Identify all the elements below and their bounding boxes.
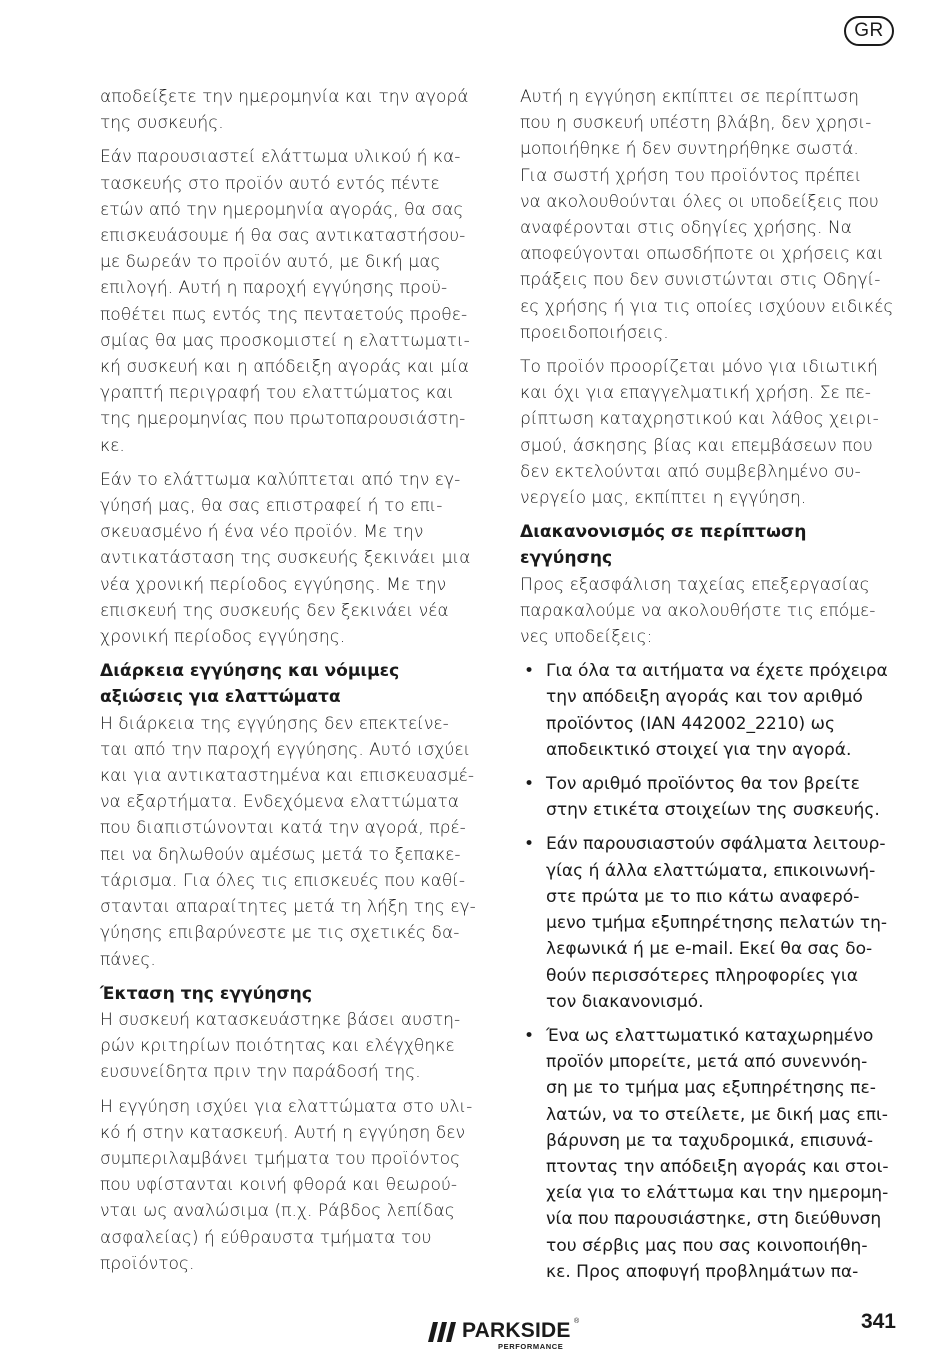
section-heading-warranty-duration: Διάρκεια εγγύησης και νόμιμες αξιώσεις για ελαττώματα xyxy=(100,661,400,708)
logo-subtitle: PERFORMANCE xyxy=(498,1342,564,1351)
list-item: • Τον αριθμό προϊόντος θα τον βρείτε στην ετικέτα στοιχείων της συσκευής. xyxy=(520,771,900,823)
list-item: • Για όλα τα αιτήματα να έχετε πρόχειρα την απόδειξη αγοράς και τον αριθμό προϊόντος (IAN 442002_2210) ως αποδεικτικό στοιχεί για την αγορά. xyxy=(520,658,900,763)
paragraph: Αυτή η εγγύηση εκπίπτει σε περίπτωση που η συσκευή υπέστη βλάβη, δεν χρησι- μοποιήθηκε ή δεν συντηρήθηκε σωστά. Για σωστή χρήση του προϊόντος πρέπει να ακολουθούνται όλες οι υποδείξεις που αναφέρονται στις οδηγίες χρήσης. Να αποφεύγονται οπωσδήποτε οι χρήσεις και πράξεις που δεν συνιστώνται στις Οδηγί- ες χρήσης ή για τις οποίες ισχύουν ειδικές προειδοποιήσεις. xyxy=(520,87,894,343)
page-number: 341 xyxy=(860,1310,896,1333)
paragraph: αποδείξετε την ημερομηνία και την αγορά της συσκευής. xyxy=(100,87,469,134)
paragraph: Το προϊόν προορίζεται μόνο για ιδιωτική και όχι για επαγγελματική χρήση. Σε πε- ρίπτωση καταχρηστικού και λάθος χειρι- σμού, άσκησης βίας και επεμβάσεων που δεν εκτελούνται από συμβεβλημένο συ- νεργείο μας, εκπίπτει η εγγύηση. xyxy=(520,357,879,509)
paragraph: Η συσκευή κατασκευάστηκε βάσει αυστη- ρών κριτηρίων ποιότητας και ελέγχθηκε ευσυνείδητα πριν την παράδοσή της. xyxy=(100,1009,461,1083)
logo-slashes-icon xyxy=(428,1322,458,1342)
left-column xyxy=(100,84,480,1285)
paragraph: Προς εξασφάλιση ταχείας επεξεργασίας παρακαλούμε να ακολουθήστε τις επόμε- νες υποδείξεις: xyxy=(520,574,876,648)
section-heading-warranty-scope: Έκταση της εγγύησης xyxy=(100,983,312,1004)
right-column xyxy=(520,84,900,1293)
list-item: • Ένα ως ελαττωματικό καταχωρημένο προϊόν μπορείτε, μετά από συνεννόη- ση με το τμήμα μας εξυπηρέτησης πε- λατών, να το στείλετε, με δική μας επι- βάρυνση με τα ταχυδρομικά, επισυνά- πτοντας την απόδειξη αγοράς και στοι- χεία για το ελάττωμα και την ημερομη- νία που παρουσιάστηκε, στη διεύθυνση του σέρβις μας που σας κοινοποιήθη- κε. Προς αποφυγή προβλημάτων πα- xyxy=(520,1023,900,1285)
paragraph: Η εγγύηση ισχύει για ελαττώματα στο υλι- κό ή στην κατασκευή. Αυτή η εγγύηση δεν συμπεριλαμβάνει τμήματα του προϊόντος που υφίστανται κοινή φθορά και θεωρού- νται ως αναλώσιμα (π.χ. Ράβδος λεπίδας ασφαλείας) ή εύθραυστα τμήματα του προϊόντος. xyxy=(100,1096,473,1274)
paragraph: Η διάρκεια της εγγύησης δεν επεκτείνε- ται από την παροχή εγγύησης. Αυτό ισχύει και για αντικαταστημένα και επισκευασμέ- να εξαρτήματα. Ενδεχόμενα ελαττώματα που διαπιστώνονται κατά την αγορά, πρέ- πει να δηλωθούν αμέσως μετά το ξεπακε- τάρισμα. Για όλες τις επισκευές που καθί- στανται απαραίτητες μετά τη λήξη της εγ- γύησης επιβαρύνεστε με τις σχετικές δα- πάνες. xyxy=(100,713,476,970)
language-badge: GR xyxy=(844,16,894,46)
paragraph: Εάν το ελάττωμα καλύπτεται από την εγ- γύησή μας, θα σας επιστραφεί ή το επι- σκευασμένο ή ένα νέο προϊόν. Με την αντικατάσταση της συσκευής ξεκινάει μια νέα χρονική περίοδος εγγύησης. Με την επισκευή της συσκευής δεν ξεκινάει νέα χρονική περίοδος εγγύησης. xyxy=(100,469,471,648)
parkside-logo xyxy=(428,1318,588,1352)
logo-brand-text: PARKSIDE xyxy=(462,1319,571,1342)
list-item: • Εάν παρουσιαστούν σφάλματα λειτουρ- γίας ή άλλα ελαττώματα, επικοινωνή- στε πρώτα με το πιο κάτω αναφερό- μενο τμήμα εξυπηρέτησης πελατών τη- λεφωνικά ή με e-mail. Εκεί θα σας δο- θούν περισσότερες πληροφορίες για τον διακανονισμό. xyxy=(520,831,900,1014)
paragraph: Εάν παρουσιαστεί ελάττωμα υλικού ή κα- τασκευής στο προϊόν αυτό εντός πέντε ετών από την ημερομηνία αγοράς, θα σας επισκευάσουμε ή θα σας αντικαταστήσου- με δωρεάν το προϊόν αυτό, με δική μας επιλογή. Αυτή η παροχή εγγύησης προϋ- ποθέτει πως εντός της πενταετούς προθε- σμίας θα μας προσκομιστεί η ελαττωματι- κή συσκευή και η απόδειξη αγοράς και μία γραπτή περιγραφή του ελαττώματος και της ημερομηνίας που πρωτοπαρουσιάστη- κε. xyxy=(100,147,470,456)
logo-registered-mark: ® xyxy=(574,1318,580,1325)
section-heading-warranty-claims: Διακανονισμός σε περίπτωση εγγύησης xyxy=(520,522,807,569)
bullet-list xyxy=(520,658,900,1285)
